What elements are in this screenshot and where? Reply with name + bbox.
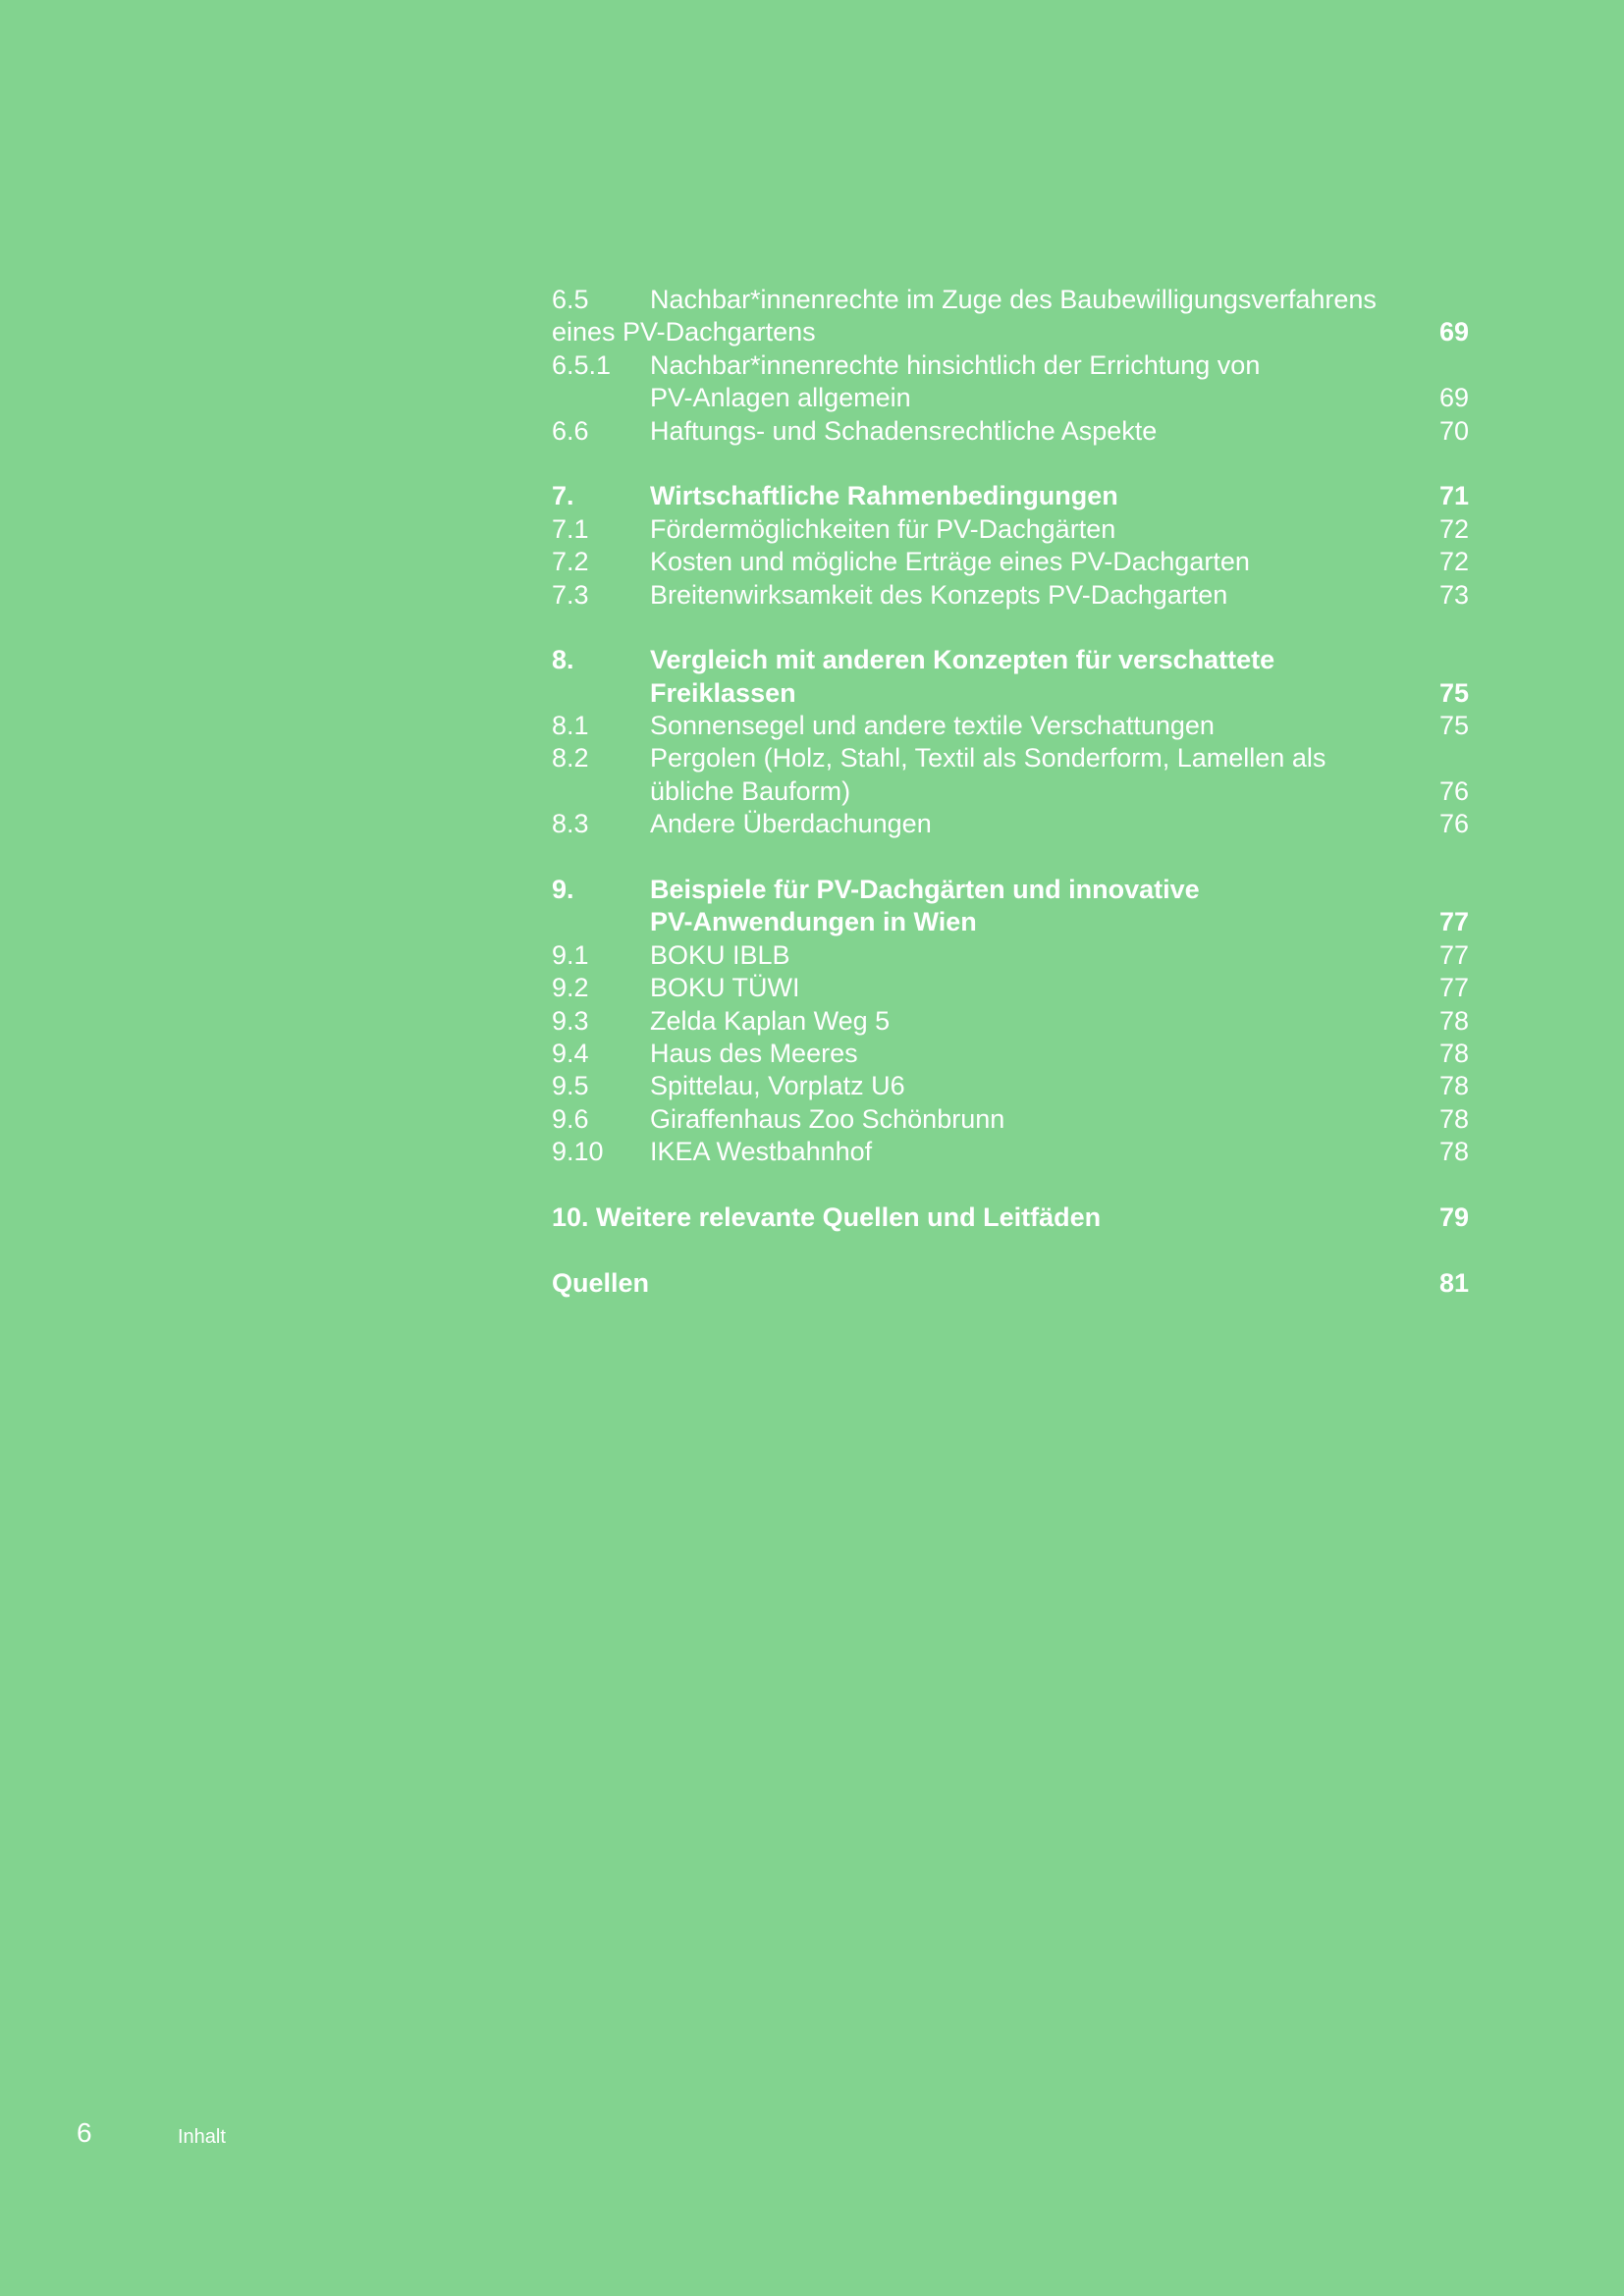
toc-line <box>552 1267 1469 1300</box>
toc-line <box>552 1038 1469 1070</box>
toc-section-number: 9.4 <box>552 1038 589 1068</box>
toc-section-number: 7.2 <box>552 547 589 577</box>
toc-page-number: 70 <box>1438 415 1469 446</box>
toc-spacer <box>552 612 1469 644</box>
toc-section-title: Nachbar*innenrechte hinsichtlich der Errichtung von <box>650 349 1261 380</box>
toc-page-number: 69 <box>1438 383 1469 413</box>
toc-line <box>552 1103 1469 1136</box>
toc-entry[interactable] <box>552 579 1469 612</box>
toc-entry[interactable] <box>552 284 1469 349</box>
toc-section-number: 6.6 <box>552 415 589 446</box>
toc-section-title: IKEA Westbahnhof <box>650 1137 873 1167</box>
toc-section-number: 7. <box>552 481 574 511</box>
toc-line <box>552 677 1469 710</box>
toc-entry[interactable] <box>552 742 1469 808</box>
toc-page-number: 73 <box>1438 579 1469 610</box>
toc-section-title: Haftungs- und Schadensrechtliche Aspekte <box>650 415 1158 446</box>
toc-section-title: Giraffenhaus Zoo Schönbrunn <box>650 1103 1005 1134</box>
toc-section-title: PV-Anwendungen in Wien <box>650 907 977 937</box>
toc-section-number: 7.3 <box>552 579 589 610</box>
footer-page-number: 6 <box>77 2117 92 2148</box>
toc-section-title: Haus des Meeres <box>650 1038 858 1068</box>
toc-line <box>552 874 1469 906</box>
toc-section-title: Pergolen (Holz, Stahl, Textil als Sonderform, Lamellen als <box>650 743 1326 774</box>
toc-section-title: Spittelau, Vorplatz U6 <box>650 1071 905 1101</box>
toc-entry[interactable] <box>552 1267 1469 1300</box>
toc-line <box>552 546 1469 578</box>
toc-section-title: 10. Weitere relevante Quellen und Leitfäden <box>552 1201 1102 1232</box>
toc-page-number: 77 <box>1438 907 1469 937</box>
toc-entry[interactable] <box>552 513 1469 546</box>
toc-section-number: 9.5 <box>552 1071 589 1101</box>
toc-line <box>552 284 1469 316</box>
toc-section-title: eines PV-Dachgartens <box>552 317 816 347</box>
toc-section-number: 6.5 <box>552 285 589 314</box>
toc-section-title: PV-Anlagen allgemein <box>650 383 911 413</box>
toc-line <box>552 513 1469 546</box>
toc-section-number: 9.3 <box>552 1005 589 1036</box>
toc-line <box>552 316 1469 348</box>
toc-line <box>552 1201 1469 1234</box>
toc-section-title: Sonnensegel und andere textile Verschattungen <box>650 711 1215 741</box>
toc-line <box>552 1070 1469 1102</box>
toc-entry[interactable] <box>552 1201 1469 1234</box>
toc-section-title: Zelda Kaplan Weg 5 <box>650 1005 891 1036</box>
toc-entry[interactable] <box>552 1005 1469 1038</box>
toc-line <box>552 415 1469 448</box>
toc-section-number: 9.1 <box>552 939 589 970</box>
toc-entry[interactable] <box>552 874 1469 939</box>
toc-line <box>552 1136 1469 1168</box>
toc-line <box>552 349 1469 382</box>
toc-section-title: Andere Überdachungen <box>650 809 932 839</box>
toc-entry[interactable] <box>552 546 1469 578</box>
toc-page-number: 76 <box>1438 809 1469 839</box>
toc-page-number: 77 <box>1438 939 1469 970</box>
toc-page-number: 69 <box>1438 317 1469 347</box>
toc-entry[interactable] <box>552 1136 1469 1168</box>
toc-section-title: Kosten und mögliche Erträge eines PV-Dachgarten <box>650 547 1250 577</box>
toc-section-number: 9. <box>552 875 574 905</box>
toc-section-title: BOKU TÜWI <box>650 973 800 1003</box>
toc-section-title: Vergleich mit anderen Konzepten für verschattete <box>650 645 1275 675</box>
toc-page-number: 79 <box>1438 1201 1469 1232</box>
toc-section-number: 9.6 <box>552 1103 589 1134</box>
toc-spacer <box>552 1169 1469 1201</box>
toc-section-title: Nachbar*innenrechte im Zuge des Baubewilligungsverfahrens <box>650 285 1377 314</box>
toc-line <box>552 1005 1469 1038</box>
toc-line <box>552 480 1469 512</box>
toc-entry[interactable] <box>552 1038 1469 1070</box>
toc-line <box>552 808 1469 840</box>
toc-page-number: 78 <box>1438 1005 1469 1036</box>
toc-entry[interactable] <box>552 1070 1469 1102</box>
table-of-contents <box>552 284 1469 1300</box>
toc-section-number: 8.3 <box>552 809 589 839</box>
footer-section-title: Inhalt <box>178 2126 226 2148</box>
toc-entry[interactable] <box>552 480 1469 512</box>
toc-section-title: Breitenwirksamkeit des Konzepts PV-Dachgarten <box>650 579 1228 610</box>
toc-page-number: 78 <box>1438 1038 1469 1068</box>
toc-entry[interactable] <box>552 939 1469 972</box>
toc-section-number: 9.10 <box>552 1137 604 1167</box>
toc-page-number: 72 <box>1438 513 1469 544</box>
toc-section-title: BOKU IBLB <box>650 939 790 970</box>
toc-section-title: Quellen <box>552 1267 650 1298</box>
toc-section-number: 8. <box>552 645 574 675</box>
toc-page-number: 78 <box>1438 1103 1469 1134</box>
toc-section-title: übliche Bauform) <box>650 775 851 806</box>
toc-line <box>552 579 1469 612</box>
toc-entry[interactable] <box>552 1103 1469 1136</box>
toc-line <box>552 972 1469 1004</box>
toc-line <box>552 939 1469 972</box>
toc-section-title: Freiklassen <box>650 677 796 708</box>
toc-line <box>552 710 1469 742</box>
toc-page-number: 77 <box>1438 973 1469 1003</box>
toc-entry[interactable] <box>552 415 1469 448</box>
toc-page-number: 81 <box>1438 1267 1469 1298</box>
toc-page-number: 78 <box>1438 1071 1469 1101</box>
toc-section-title: Wirtschaftliche Rahmenbedingungen <box>650 481 1118 511</box>
toc-entry[interactable] <box>552 710 1469 742</box>
toc-section-number: 9.2 <box>552 973 589 1003</box>
toc-line <box>552 382 1469 414</box>
toc-entry[interactable] <box>552 644 1469 710</box>
toc-entry[interactable] <box>552 349 1469 415</box>
toc-line <box>552 906 1469 938</box>
toc-spacer <box>552 841 1469 874</box>
toc-section-title: Fördermöglichkeiten für PV-Dachgärten <box>650 513 1116 544</box>
toc-page-number: 75 <box>1438 711 1469 741</box>
toc-page-number: 72 <box>1438 547 1469 577</box>
toc-page-number: 78 <box>1438 1137 1469 1167</box>
toc-spacer <box>552 448 1469 480</box>
toc-line <box>552 775 1469 808</box>
toc-section-title: Beispiele für PV-Dachgärten und innovative <box>650 875 1200 905</box>
toc-section-number: 7.1 <box>552 513 589 544</box>
toc-line <box>552 644 1469 676</box>
toc-section-number: 6.5.1 <box>552 349 612 380</box>
toc-page-number: 71 <box>1438 481 1469 511</box>
toc-entry[interactable] <box>552 972 1469 1004</box>
toc-section-number: 8.1 <box>552 711 589 741</box>
toc-page-number: 75 <box>1438 677 1469 708</box>
toc-line <box>552 742 1469 774</box>
toc-section-number: 8.2 <box>552 743 589 774</box>
toc-spacer <box>552 1234 1469 1266</box>
toc-entry[interactable] <box>552 808 1469 840</box>
toc-page-number: 76 <box>1438 775 1469 806</box>
